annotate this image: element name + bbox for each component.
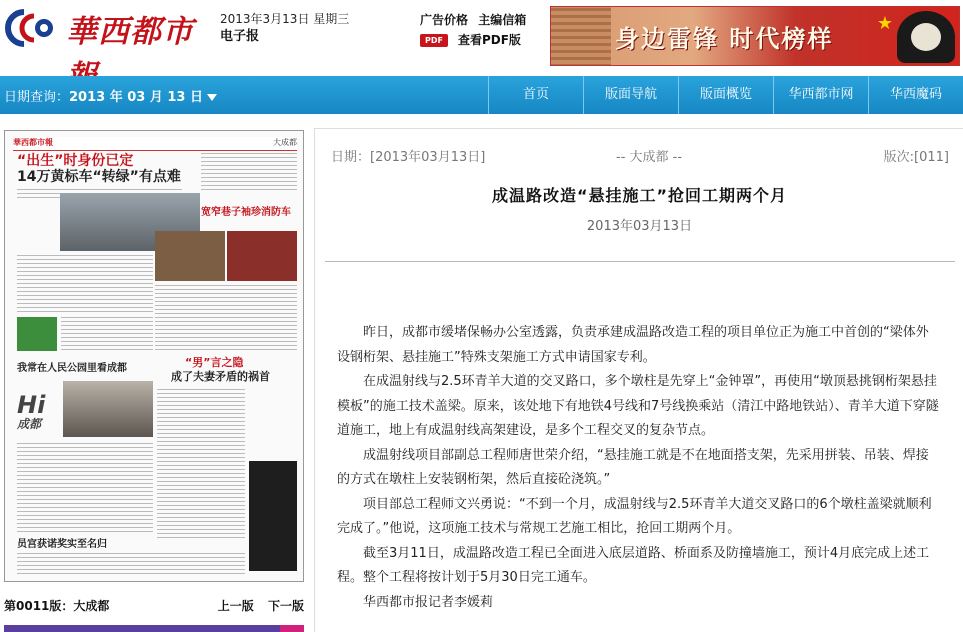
preview-text-block: [17, 553, 245, 577]
article-meta-date: 日期：[2013年03月13日]: [331, 150, 486, 165]
nav-item-huaxi-website[interactable]: 华西都市网: [773, 76, 868, 114]
preview-masthead-bar: [13, 137, 297, 151]
view-pdf-link[interactable]: 查看PDF版: [457, 33, 521, 47]
ad-price-link[interactable]: 广告价格: [420, 13, 469, 27]
nav-links: [488, 76, 963, 114]
preview-headline-2[interactable]: 宽窄巷子袖珍消防车: [201, 207, 291, 218]
nav-item-home[interactable]: 首页: [488, 76, 583, 114]
article-meta-page: 版次:[011]: [883, 150, 949, 165]
epaper-label: 电子报: [220, 29, 260, 44]
preview-headline-1-part1: “出生”时身份已定: [17, 153, 134, 169]
preview-portrait-photo: [63, 381, 153, 437]
banner-slogan: 身边雷锋 时代榜样: [615, 25, 834, 53]
editor-mailbox-link[interactable]: 主编信箱: [478, 13, 527, 27]
preview-section-tag: 大成都: [273, 138, 297, 147]
preview-masthead: 華西都市報: [13, 138, 53, 147]
preview-ad-photo: [249, 461, 297, 571]
date-query-value: 2013 年 03 月 13 日: [69, 90, 204, 105]
great-wall-graphic: [551, 7, 611, 66]
preview-headline-3[interactable]: “男”言之隐: [185, 356, 244, 369]
preview-headline-1[interactable]: [17, 153, 187, 185]
article-paragraph: 项目部总工程师文兴勇说：“不到一个月，成温射线与2.5环青羊大道交叉路口的6个墩柱盖梁就顺利完成了。”他说，这项施工技术与常规工艺施工相比，抢回工期两个月。: [337, 496, 932, 536]
nav-item-layout-navigation[interactable]: 版面导航: [583, 76, 678, 114]
top-links: [420, 10, 532, 50]
preview-text-block: [155, 285, 297, 351]
prev-edition-link[interactable]: 上一版: [217, 599, 254, 613]
edition-bar: [4, 597, 304, 613]
article-paragraph: 成温射线项目部副总工程师唐世荣介绍，“悬挂施工就是不在地面搭支架，先采用拼装、吊装、焊接的方式在墩柱上安装钢桁架，然后直接砼浇筑。”: [337, 447, 929, 487]
preview-headline-5[interactable]: 我常在人民公园里看成都: [17, 363, 127, 374]
banner-ad[interactable]: [550, 6, 960, 66]
nav-item-huaxi-code[interactable]: 华西魔码: [868, 76, 963, 114]
preview-headline-4[interactable]: 成了夫妻矛盾的祸首: [171, 370, 270, 383]
article-byline: 华西都市报记者李媛莉: [363, 594, 494, 610]
preview-hi-sub: 成都: [17, 417, 42, 431]
edition-label: 第0011版：大成都: [4, 599, 110, 613]
article-meta-section: -- 大成都 --: [616, 150, 683, 165]
edition-pager: [208, 597, 304, 614]
portrait-image: [897, 11, 955, 63]
article-paragraph: 截至3月11日，成温路改造工程已全面进入底层道路、桥面系及防撞墙施工，预计4月底完成上述工程。整个工程将按计划于5月30日完工通车。: [337, 545, 930, 585]
header-date: 2013年3月13日 星期三: [220, 12, 350, 26]
site-header: [0, 0, 963, 76]
date-query-label: 日期查询：: [4, 90, 70, 105]
preview-hi-chengdu: [17, 393, 59, 443]
date-query[interactable]: [4, 86, 217, 105]
article-title: 成温路改造“悬挂施工”抢回工期两个月: [491, 186, 788, 205]
preview-headline-1-part2: 14万黄标车“转绿”有点难: [17, 169, 181, 185]
header-date-block: [220, 10, 349, 46]
preview-text-block: [157, 389, 245, 539]
article-body: [337, 321, 941, 615]
article-paragraph: 在成温射线与2.5环青羊大道的交叉路口，多个墩柱是先穿上“金钟罩”，再使用“墩顶悬挑钢桁架悬挂模板”的施工技术盖梁。原来，该处地下有地铁4号线和7号线换乘站（清江中路地铁站）、青羊大道下穿隧道施工，地上有成温射线高架建设，是多个工程交叉的复杂节点。: [337, 374, 939, 438]
preview-headline-6[interactable]: 员宫获诺奖实至名归: [17, 539, 107, 550]
preview-fire-engine-photo: [227, 231, 297, 281]
dropdown-caret-icon[interactable]: [207, 94, 217, 101]
article-meta: [331, 146, 949, 164]
pdf-icon: PDF: [420, 34, 448, 47]
logo-text: 華西都市: [66, 14, 194, 50]
article-panel: [314, 128, 963, 632]
preview-photo: [155, 231, 225, 281]
article-divider: [325, 261, 955, 262]
main-navbar: [0, 76, 963, 114]
preview-text-block: [201, 153, 297, 193]
star-icon: ★: [876, 13, 893, 34]
preview-text-block: [17, 255, 153, 315]
article-paragraph: 昨日，成都市缓堵保畅办公室透露，负责承建成温路改造工程的项目单位正为施工中首创的“梁体外设钢桁架、悬挂施工”特殊支架施工方式申请国家专利。: [337, 325, 929, 365]
article-date: 2013年03月13日: [586, 219, 693, 234]
preview-text-block: [61, 317, 153, 351]
page-preview[interactable]: [4, 130, 304, 582]
nav-item-layout-overview[interactable]: 版面概览: [678, 76, 773, 114]
logo-mark-icon: [4, 8, 60, 48]
preview-text-block: [17, 443, 153, 533]
preview-book-photo: [17, 317, 57, 351]
site-logo[interactable]: [4, 4, 209, 50]
preview-hi-text: Hi: [17, 391, 46, 419]
next-edition-link[interactable]: 下一版: [267, 599, 304, 613]
bottom-ad-strip[interactable]: [4, 625, 304, 632]
